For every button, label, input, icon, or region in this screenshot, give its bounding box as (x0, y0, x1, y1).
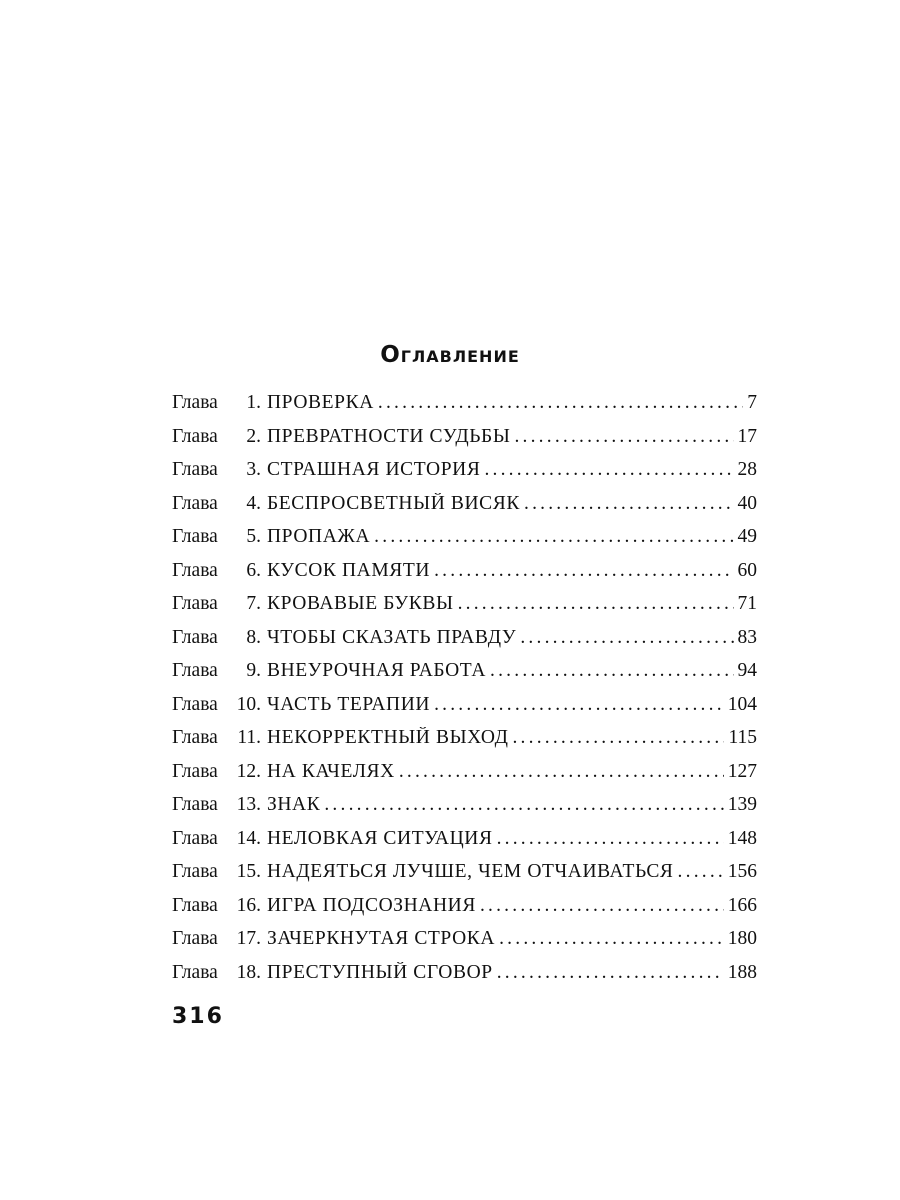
dot-leader (484, 459, 733, 481)
dot-leader (458, 593, 734, 615)
chapter-number: 17. (236, 928, 261, 949)
toc-entry[interactable] (172, 928, 757, 962)
chapter-title: НЕЛОВКАЯ СИТУАЦИЯ (267, 827, 493, 849)
chapter-number: 8. (246, 626, 261, 648)
toc-entry[interactable] (172, 526, 757, 560)
chapter-number: 13. (236, 794, 261, 815)
chapter-word: Глава (172, 894, 218, 916)
chapter-title: ВНЕУРОЧНАЯ РАБОТА (267, 660, 487, 681)
dot-leader (480, 895, 724, 917)
chapter-page: 7 (747, 392, 757, 413)
chapter-word: Глава (172, 794, 218, 815)
chapter-page: 115 (728, 727, 757, 748)
chapter-number: 2. (246, 425, 261, 447)
chapter-number: 16. (236, 894, 261, 916)
dot-leader (374, 526, 733, 548)
chapter-title: ИГРА ПОДСОЗНАНИЯ (267, 894, 476, 916)
chapter-title: ПРОПАЖА (267, 526, 371, 547)
toc-entry[interactable] (172, 828, 757, 862)
chapter-word: Глава (172, 459, 218, 480)
chapter-page: 83 (737, 626, 757, 648)
chapter-word: Глава (172, 727, 218, 748)
page-number: 316 (172, 1004, 224, 1029)
chapter-word: Глава (172, 660, 218, 681)
dot-leader (497, 962, 724, 984)
chapter-page: 104 (727, 693, 757, 715)
toc-entry[interactable] (172, 392, 757, 426)
toc-entry[interactable] (172, 962, 757, 996)
chapter-number: 1. (246, 392, 261, 413)
chapter-word: Глава (172, 693, 218, 715)
chapter-number: 15. (236, 861, 261, 882)
chapter-page: 28 (737, 459, 757, 480)
chapter-page: 127 (727, 760, 757, 782)
chapter-title: КРОВАВЫЕ БУКВЫ (267, 593, 454, 614)
dot-leader (514, 426, 733, 448)
chapter-word: Глава (172, 593, 218, 614)
chapter-number: 14. (236, 827, 261, 849)
chapter-word: Глава (172, 626, 218, 648)
chapter-title: НАДЕЯТЬСЯ ЛУЧШЕ, ЧЕМ ОТЧАИВАТЬСЯ (267, 861, 674, 882)
chapter-page: 40 (737, 492, 757, 514)
chapter-title: КУСОК ПАМЯТИ (267, 559, 431, 581)
dot-leader (399, 761, 724, 783)
toc-entry[interactable] (172, 727, 757, 761)
chapter-page: 188 (727, 961, 757, 983)
chapter-word: Глава (172, 928, 218, 949)
toc-entry[interactable] (172, 694, 757, 728)
toc-entry[interactable] (172, 459, 757, 493)
chapter-page: 94 (737, 660, 757, 681)
chapter-page: 148 (727, 827, 757, 849)
chapter-word: Глава (172, 392, 218, 413)
chapter-number: 5. (246, 526, 261, 547)
chapter-word: Глава (172, 559, 218, 581)
chapter-number: 7. (246, 593, 261, 614)
chapter-word: Глава (172, 526, 218, 547)
dot-leader (434, 560, 733, 582)
chapter-word: Глава (172, 492, 218, 514)
toc-entry[interactable] (172, 761, 757, 795)
chapter-page: 166 (727, 894, 757, 916)
page-title: Оглавление (380, 342, 520, 368)
chapter-title: ЧАСТЬ ТЕРАПИИ (267, 693, 431, 715)
dot-leader (524, 493, 734, 515)
chapter-page: 180 (727, 928, 757, 949)
dot-leader (678, 861, 724, 883)
toc-entry[interactable] (172, 493, 757, 527)
toc-entry[interactable] (172, 560, 757, 594)
chapter-word: Глава (172, 760, 218, 782)
chapter-word: Глава (172, 425, 218, 447)
dot-leader (520, 627, 733, 649)
chapter-title: ПРОВЕРКА (267, 392, 374, 413)
toc-entry[interactable] (172, 627, 757, 661)
chapter-title: НА КАЧЕЛЯХ (267, 760, 395, 782)
dot-leader (378, 392, 743, 414)
chapter-page: 71 (737, 593, 757, 614)
chapter-number: 10. (236, 693, 261, 715)
chapter-page: 156 (727, 861, 757, 882)
chapter-title: ЧТОБЫ СКАЗАТЬ ПРАВДУ (267, 626, 517, 648)
chapter-word: Глава (172, 861, 218, 882)
chapter-word: Глава (172, 827, 218, 849)
dot-leader (512, 727, 724, 749)
chapter-number: 12. (236, 760, 261, 782)
toc-entry[interactable] (172, 593, 757, 627)
chapter-title: СТРАШНАЯ ИСТОРИЯ (267, 459, 481, 480)
dot-leader (499, 928, 724, 950)
chapter-number: 11. (237, 727, 261, 748)
dot-leader (324, 794, 723, 816)
toc-entry[interactable] (172, 794, 757, 828)
chapter-title: ПРЕСТУПНЫЙ СГОВОР (267, 961, 493, 983)
table-of-contents (172, 392, 757, 995)
chapter-page: 49 (737, 526, 757, 547)
chapter-number: 6. (246, 559, 261, 581)
chapter-word: Глава (172, 961, 218, 983)
toc-entry[interactable] (172, 895, 757, 929)
chapter-title: ПРЕВРАТНОСТИ СУДЬБЫ (267, 425, 511, 447)
chapter-title: ЗАЧЕРКНУТАЯ СТРОКА (267, 928, 496, 949)
chapter-number: 3. (246, 459, 261, 480)
chapter-number: 18. (236, 961, 261, 983)
chapter-title: ЗНАК (267, 794, 321, 815)
toc-entry[interactable] (172, 426, 757, 460)
toc-entry[interactable] (172, 861, 757, 895)
chapter-page: 17 (737, 425, 757, 447)
chapter-page: 139 (727, 794, 757, 815)
chapter-title: НЕКОРРЕКТНЫЙ ВЫХОД (267, 727, 509, 748)
chapter-number: 9. (246, 660, 261, 681)
chapter-page: 60 (737, 559, 757, 581)
chapter-title: БЕСПРОСВЕТНЫЙ ВИСЯК (267, 492, 520, 514)
dot-leader (434, 694, 724, 716)
dot-leader (490, 660, 733, 682)
dot-leader (497, 828, 724, 850)
toc-entry[interactable] (172, 660, 757, 694)
chapter-number: 4. (246, 492, 261, 514)
